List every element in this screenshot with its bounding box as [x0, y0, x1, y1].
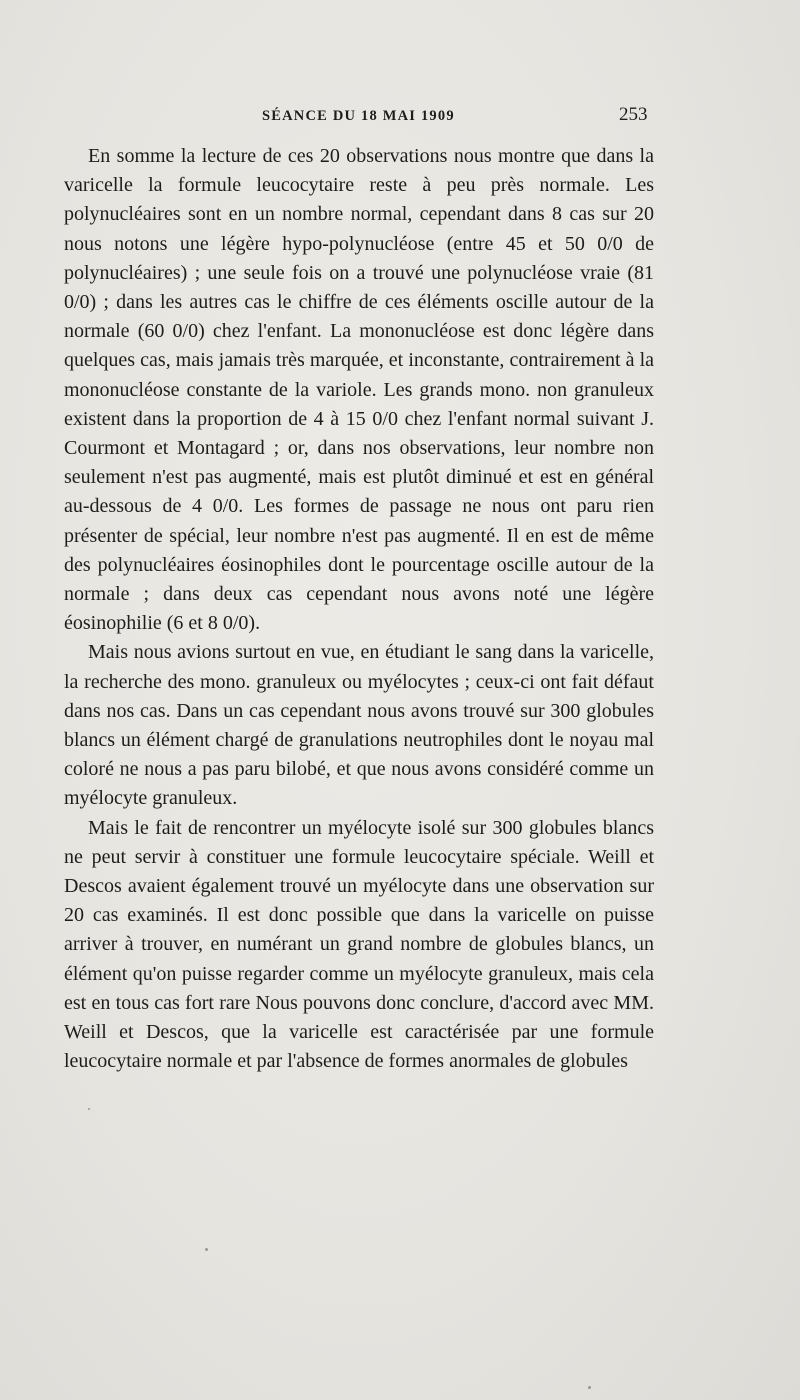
- page-number: 253: [619, 104, 648, 125]
- paper-speck: [588, 1386, 591, 1389]
- paper-speck: [205, 1248, 208, 1251]
- paragraph-myelocyte-search: Mais nous avions surtout en vue, en étudiant le sang dans la varicelle, la recherche des mono. granuleux ou myélocytes ; ceux-ci ont fait défaut dans nos cas. Dans un cas cependant nous avons trouvé sur 300 globules blancs un élément chargé de granulations neutrophiles dont le noyau mal coloré ne nous a pas paru bilobé, et que nous avons considéré comme un myélocyte granuleux.: [64, 641, 654, 810]
- body-text: [64, 142, 654, 1077]
- running-header: SÉANCE DU 18 MAI 1909: [262, 108, 455, 124]
- paragraph-leucocyte-formula: En somme la lecture de ces 20 observations nous montre que dans la varicelle la formule leucocytaire reste à peu près normale. Les polynucléaires sont en un nombre normal, cependant dans 8 cas sur 20 nous notons une légère hypo-polynucléose (entre 45 et 50 0/0 de polynucléaires) ; une seule fois on a trouvé une polynucléose vraie (81 0/0) ; dans les autres cas le chiffre de ces éléments oscille autour de la normale (60 0/0) chez l'enfant. La mononucléose est donc légère dans quelques cas, mais jamais très marquée, et inconstante, contrairement à la mononucléose constante de la variole. Les grands mono. non granuleux existent dans la proportion de 4 à 15 0/0 chez l'enfant normal suivant J. Courmont et Montagard ; or, dans nos observations, leur nombre non seulement n'est pas augmenté, mais est plutôt diminué et est en général au-dessous de 4 0/0. Les formes de passage ne nous ont paru rien présenter de spécial, leur nombre n'est pas augmenté. Il en est de même des polynucléaires éosinophiles dont le pourcentage oscille autour de la normale ; dans deux cas cependant nous avons noté une légère éosinophilie (6 et 8 0/0).: [64, 145, 654, 635]
- paragraph-conclusion: Mais le fait de rencontrer un myélocyte isolé sur 300 globules blancs ne peut servir à constituer une formule leucocytaire spéciale. Weill et Descos avaient également trouvé un myélocyte dans une observation sur 20 cas examinés. Il est donc possible que dans la varicelle on puisse arriver à trouver, en numérant un grand nombre de globules blancs, un élément qu'on puisse regarder comme un myélocyte granuleux, mais cela est en tous cas fort rare Nous pouvons donc conclure, d'accord avec MM. Weill et Descos, que la varicelle est caractérisée par une formule leucocytaire normale et par l'absence de formes anormales de globules: [64, 816, 654, 1073]
- paper-speck: [88, 1108, 90, 1110]
